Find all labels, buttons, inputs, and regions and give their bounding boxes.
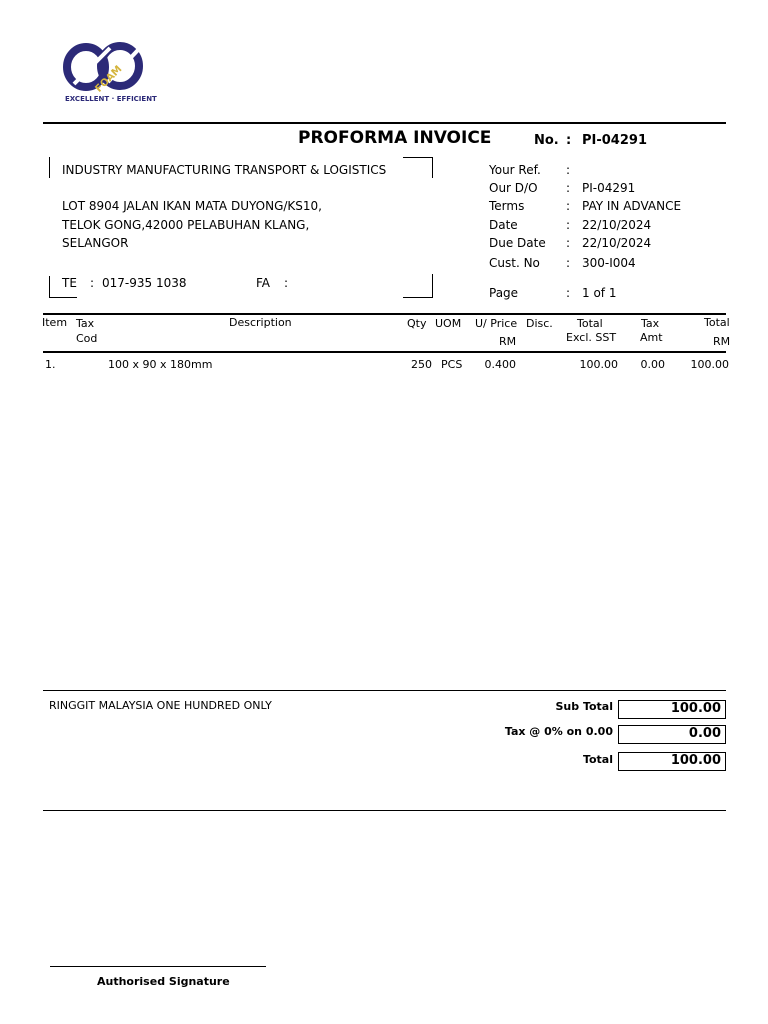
invoice-no-value: PI-04291 — [582, 133, 647, 148]
meta-colon: : — [566, 181, 571, 195]
meta-colon: : — [566, 256, 571, 270]
header-rule — [43, 122, 726, 124]
summary-bottom-rule — [43, 810, 726, 811]
col-total-header-2: RM — [713, 335, 731, 348]
meta-value: 1 of 1 — [582, 286, 617, 300]
total-value: 100.00 — [618, 752, 726, 771]
meta-label: Cust. No — [489, 256, 540, 270]
subtotal-value: 100.00 — [618, 700, 726, 719]
addr-corner-tr-v — [432, 157, 433, 178]
meta-colon: : — [566, 163, 571, 177]
meta-colon: : — [566, 218, 571, 232]
col-description-header: Description — [229, 316, 292, 329]
customer-address-line3: SELANGOR — [62, 236, 129, 250]
tax-value: 0.00 — [618, 725, 726, 744]
col-taxamt-header-1: Tax — [641, 317, 660, 330]
customer-fax-colon: : — [284, 276, 289, 290]
col-uprice-header-1: U/ Price — [475, 317, 518, 330]
signature-label: Authorised Signature — [97, 975, 230, 988]
col-uprice-header-2: RM — [499, 335, 517, 348]
customer-tel-value: 017-935 1038 — [102, 276, 187, 290]
customer-name: INDUSTRY MANUFACTURING TRANSPORT & LOGISTICS — [62, 163, 387, 177]
meta-colon: : — [566, 286, 571, 300]
col-taxamt-header-2: Amt — [640, 331, 663, 344]
addr-corner-br-h — [403, 297, 433, 298]
meta-value: 300-I004 — [582, 256, 636, 270]
cell-uom: PCS — [441, 358, 463, 371]
cell-qty: 250 — [411, 358, 432, 371]
customer-tel-colon: : — [90, 276, 95, 290]
cell-tax-amt: 0.00 — [640, 358, 665, 371]
col-disc-header: Disc. — [526, 317, 553, 330]
subtotal-label: Sub Total — [555, 700, 613, 713]
meta-label: Date — [489, 218, 518, 232]
col-total-header-1: Total — [704, 316, 730, 329]
cell-uprice: 0.400 — [484, 358, 516, 371]
signature-line — [50, 966, 266, 967]
customer-tel-label: TE — [62, 276, 77, 290]
col-qty-header: Qty — [407, 317, 427, 330]
invoice-no-colon: : — [566, 133, 572, 148]
total-label: Total — [582, 753, 613, 766]
col-totalexcl-header-1: Total — [577, 317, 603, 330]
invoice-no-label: No. — [534, 133, 559, 148]
logo-mark — [62, 40, 148, 96]
addr-corner-bl-v — [49, 276, 50, 297]
summary-top-rule — [43, 690, 726, 691]
table-header-bottom-rule — [43, 351, 726, 353]
meta-label: Due Date — [489, 236, 546, 250]
meta-label: Page — [489, 286, 519, 300]
meta-label: Terms — [489, 199, 525, 213]
col-item-header: Item — [42, 316, 68, 329]
cell-total: 100.00 — [690, 358, 729, 371]
logo-text: FOAM — [93, 63, 125, 95]
table-header-top-rule — [43, 313, 726, 315]
meta-label: Your Ref. — [489, 163, 541, 177]
company-logo — [62, 40, 157, 106]
addr-corner-br-v — [432, 274, 433, 298]
tax-label: Tax @ 0% on 0.00 — [504, 725, 613, 738]
cell-total-excl: 100.00 — [579, 358, 618, 371]
document-title: PROFORMA INVOICE — [298, 128, 492, 148]
meta-value: PAY IN ADVANCE — [582, 199, 682, 213]
amount-in-words: RINGGIT MALAYSIA ONE HUNDRED ONLY — [49, 699, 272, 712]
customer-fax-label: FA — [256, 276, 271, 290]
col-taxcod-header-1: Tax — [76, 317, 95, 330]
customer-address-line1: LOT 8904 JALAN IKAN MATA DUYONG/KS10, — [62, 199, 322, 213]
addr-corner-bl-h — [49, 297, 77, 298]
addr-corner-tr-h — [403, 157, 433, 158]
meta-value: 22/10/2024 — [582, 236, 652, 250]
cell-item: 1. — [45, 358, 56, 371]
col-taxcod-header-2: Cod — [76, 332, 98, 345]
cell-description: 100 x 90 x 180mm — [108, 358, 213, 371]
meta-colon: : — [566, 199, 571, 213]
meta-value: 22/10/2024 — [582, 218, 652, 232]
col-totalexcl-header-2: Excl. SST — [566, 331, 617, 344]
meta-value: PI-04291 — [582, 181, 636, 195]
meta-colon: : — [566, 236, 571, 250]
addr-corner-tl — [49, 157, 50, 178]
col-uom-header: UOM — [435, 317, 462, 330]
customer-address-line2: TELOK GONG,42000 PELABUHAN KLANG, — [62, 218, 310, 232]
meta-label: Our D/O — [489, 181, 538, 195]
company-tagline: EXCELLENT · EFFICIENT — [65, 95, 157, 103]
